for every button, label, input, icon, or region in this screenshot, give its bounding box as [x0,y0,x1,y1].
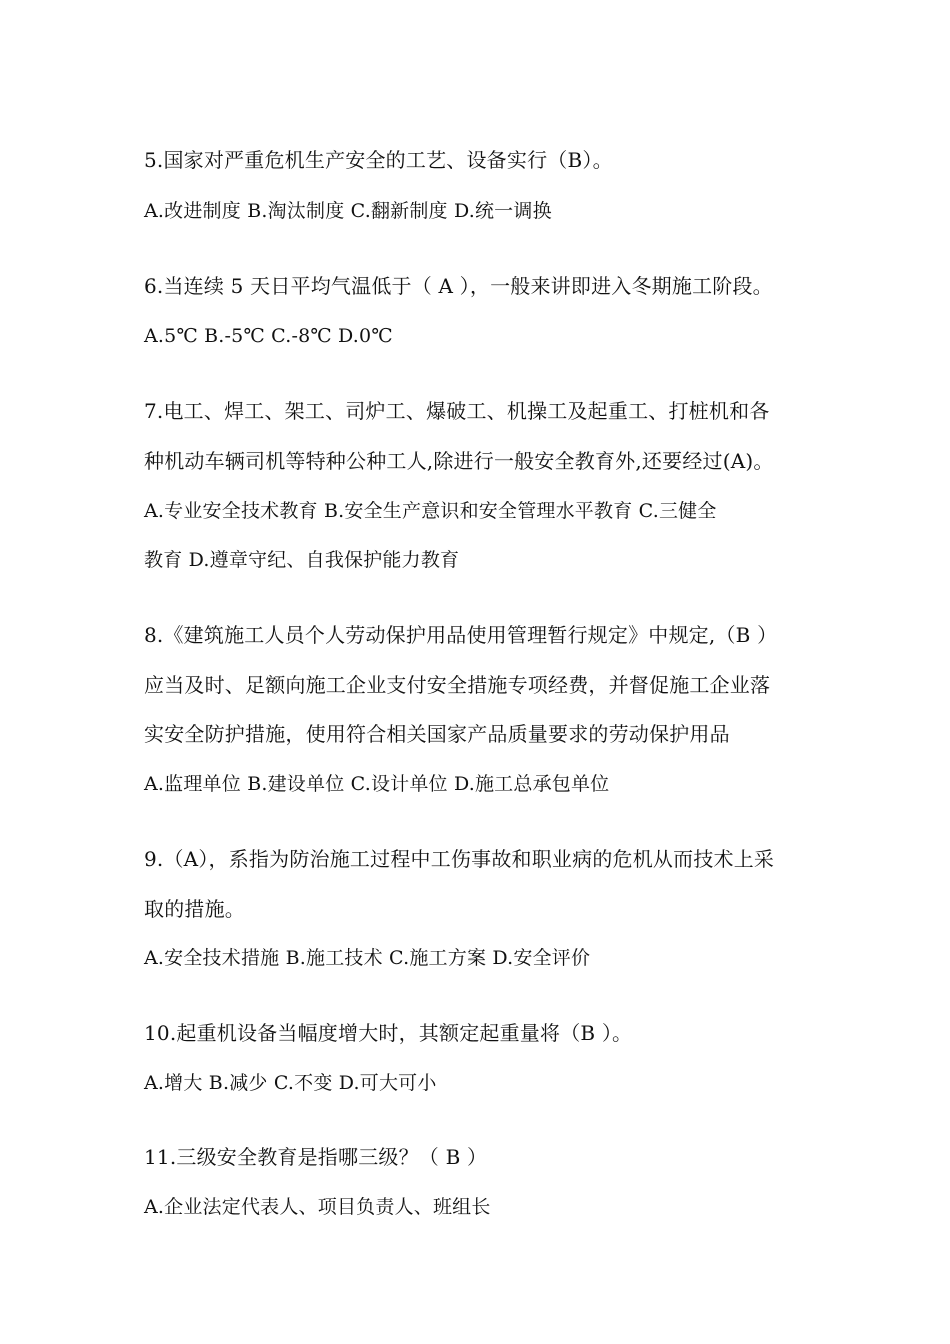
question-11-options-line-1: A.企业法定代表人、项目负责人、班组长 [144,1196,491,1218]
question-8-line-2: 应当及时、足额向施工企业支付安全措施专项经费，并督促施工企业落 [144,673,771,697]
question-9-line-1: 9.（A），系指为防治施工过程中工伤事故和职业病的危机从而技术上采 [144,847,775,871]
question-7-options-line-1: A.专业安全技术教育 B.安全生产意识和安全管理水平教育 C.三健全 [144,500,717,522]
question-7-line-2: 种机动车辆司机等特种公种工人,除进行一般安全教育外,还要经过(A)。 [144,449,774,473]
question-5-line-1: 5.国家对严重危机生产安全的工艺、设备实行（B）。 [144,148,613,172]
question-5-options-line-1: A.改进制度 B.淘汰制度 C.翻新制度 D.统一调换 [144,200,552,222]
question-9-line-2: 取的措施。 [144,897,245,921]
question-8-options-line-1: A.监理单位 B.建设单位 C.设计单位 D.施工总承包单位 [144,773,610,795]
question-7-line-1: 7.电工、焊工、架工、司炉工、爆破工、机操工及起重工、打桩机和各 [144,399,770,423]
question-10-options-line-1: A.增大 B.减少 C.不变 D.可大可小 [144,1072,437,1094]
question-9-options-line-1: A.安全技术措施 B.施工技术 C.施工方案 D.安全评价 [144,947,591,969]
question-7-options-line-2: 教育 D.遵章守纪、自我保护能力教育 [144,549,460,571]
question-11-line-1: 11.三级安全教育是指哪三级？（ B ） [144,1145,488,1169]
question-8-line-1: 8.《建筑施工人员个人劳动保护用品使用管理暂行规定》中规定,（B ） [144,623,778,647]
question-6-options-line-1: A.5℃ B.-5℃ C.-8℃ D.0℃ [144,325,393,347]
question-6-line-1: 6.当连续 5 天日平均气温低于（ A ），一般来讲即进入冬期施工阶段。 [144,274,773,298]
question-10-line-1: 10.起重机设备当幅度增大时，其额定起重量将（B ）。 [144,1021,633,1045]
question-8-line-3: 实安全防护措施，使用符合相关国家产品质量要求的劳动保护用品 [144,722,730,746]
